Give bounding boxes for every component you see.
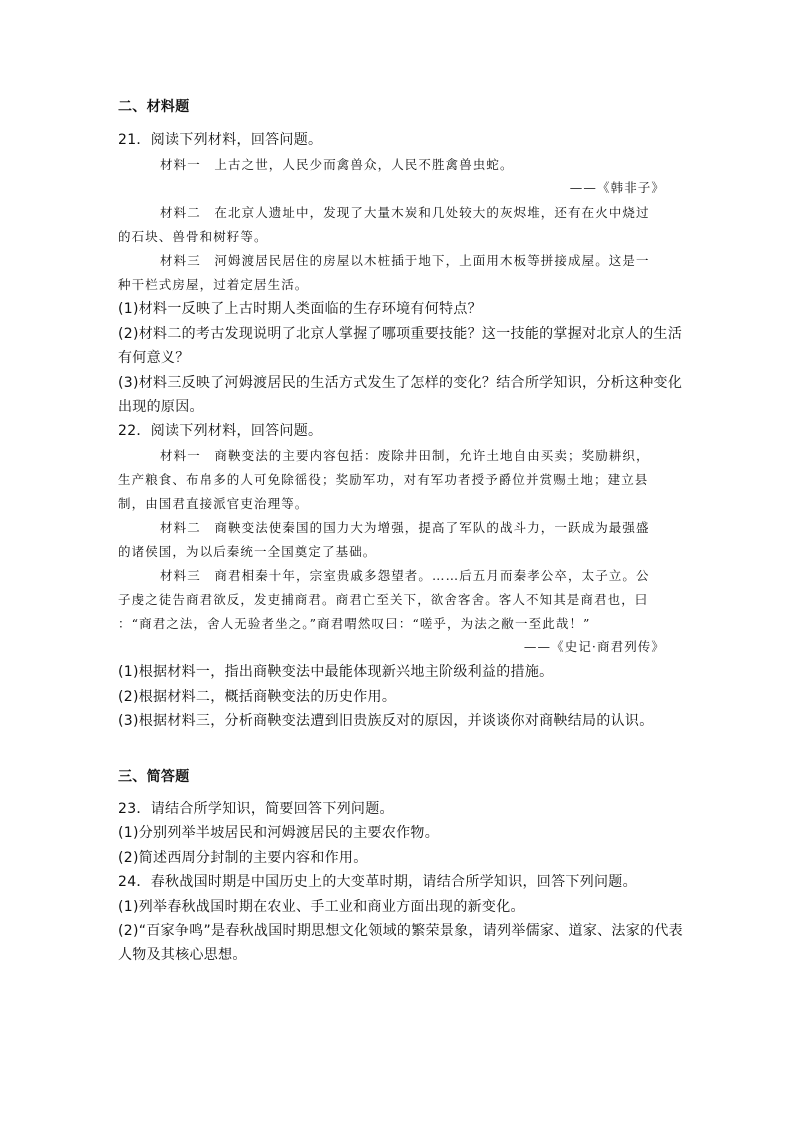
question-21-stem: 21．阅读下列材料，回答问题。 [118,132,323,148]
q22-material-1-line-1: 材料一 商鞅变法的主要内容包括：废除井田制，允许土地自由买卖；奖励耕织， [160,448,650,463]
q24-part-2-line-1: (2)“百家争鸣”是春秋战国时期思想文化领域的繁荣景象，请列举儒家、道家、法家的代表 [118,923,683,939]
question-22-stem: 22．阅读下列材料，回答问题。 [118,423,323,439]
q22-material-3-source: ——《史记·商君列传》 [523,639,665,654]
q22-material-1-line-2: 生产粮食、布帛多的人可免除徭役；奖励军功，对有军功者授予爵位并赏赐土地；建立县 [118,472,649,487]
q22-material-2-line-2: 的诸侯国，为以后秦统一全国奠定了基础。 [118,544,377,559]
q22-part-2: (2)根据材料二，概括商鞅变法的历史作用。 [118,689,397,705]
q23-part-1: (1)分别列举半坡居民和河姆渡居民的主要农作物。 [118,825,440,841]
q21-part-2-line-2: 有何意义？ [118,350,190,366]
question-23-stem: 23．请结合所学知识，简要回答下列问题。 [118,801,394,817]
section-heading-short-answer: 三、简答题 [118,769,190,785]
q21-material-1-source: ——《韩非子》 [569,180,665,195]
section-heading-material: 二、材料题 [118,99,190,115]
q21-part-3-line-1: (3)材料三反映了河姆渡居民的生活方式发生了怎样的变化？结合所学知识，分析这种变化 [118,375,683,391]
q23-part-2: (2)简述西周分封制的主要内容和作用。 [118,850,368,866]
q21-part-2-line-1: (2)材料二的考古发现说明了北京人掌握了哪项重要技能？这一技能的掌握对北京人的生活 [118,326,683,342]
q22-material-2-line-1: 材料二 商鞅变法使秦国的国力大为增强，提高了军队的战斗力，一跃成为最强盛 [160,520,650,535]
q21-material-3-line-1: 材料三 河姆渡居民居住的房屋以木桩插于地下，上面用木板等拼接成屋。这是一 [160,253,650,268]
q22-part-1: (1)根据材料一，指出商鞅变法中最能体现新兴地主阶级利益的措施。 [118,664,554,680]
q22-material-3-line-2: 子虔之徒告商君欲反，发吏捕商君。商君亡至关下，欲舍客舍。客人不知其是商君也，曰 [118,592,649,607]
q22-material-1-line-3: 制，由国君直接派官吏治理等。 [118,496,309,511]
q21-part-3-line-2: 出现的原因。 [118,399,204,415]
q21-material-1: 材料一 上古之世，人民少而禽兽众，人民不胜禽兽虫蛇。 [160,157,514,172]
q24-part-2-line-2: 人物及其核心思想。 [118,947,247,963]
q21-material-3-line-2: 种干栏式房屋，过着定居生活。 [118,277,309,292]
q21-material-2-line-2: 的石块、兽骨和树籽等。 [118,229,268,244]
q22-material-3-line-1: 材料三 商君相秦十年，宗室贵戚多怨望者。……后五月而秦孝公卒，太子立。公 [160,568,650,583]
q24-part-1: (1)列举春秋战国时期在农业、手工业和商业方面出现的新变化。 [118,899,525,915]
q21-part-1: (1)材料一反映了上古时期人类面临的生存环境有何特点？ [118,301,482,317]
q22-material-3-line-3: ：“商君之法，舍人无验者坐之。”商君喟然叹曰：“嗟乎，为法之敝一至此哉！” [118,616,591,631]
question-24-stem: 24．春秋战国时期是中国历史上的大变革时期，请结合所学知识，回答下列问题。 [118,874,637,890]
q21-material-2-line-1: 材料二 在北京人遗址中，发现了大量木炭和几处较大的灰烬堆，还有在火中烧过 [160,205,650,220]
q22-part-3: (3)根据材料三，分析商鞅变法遭到旧贵族反对的原因，并谈谈你对商鞅结局的认识。 [118,713,654,729]
